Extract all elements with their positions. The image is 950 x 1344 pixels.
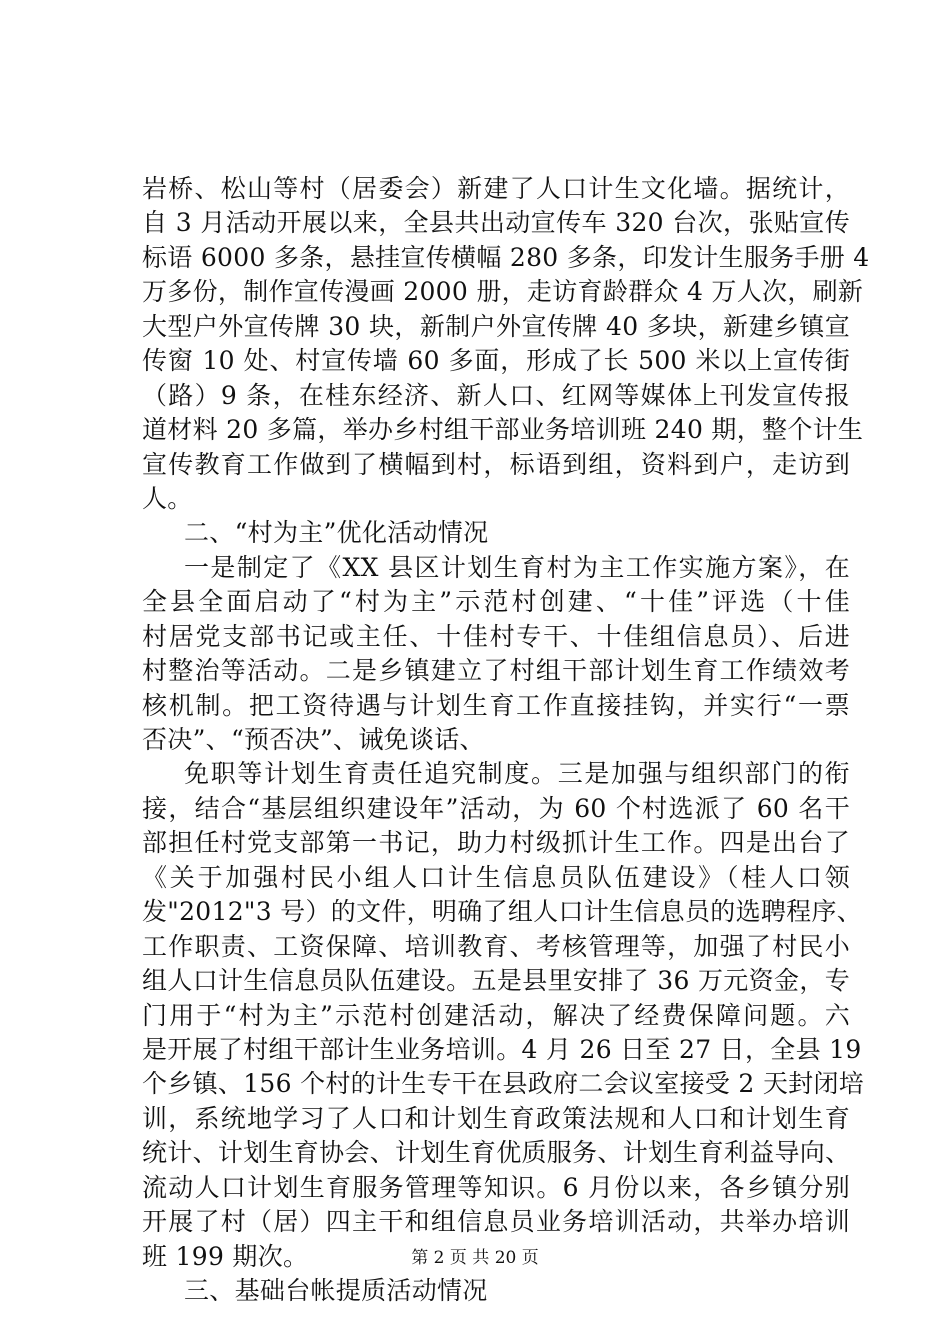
text-line: 核机制。把工资待遇与计划生育工作直接挂钩，并实行“一票 — [142, 690, 850, 720]
text-line: 道材料 20 多篇，举办乡村组干部业务培训班 240 期，整个计生 — [142, 415, 864, 445]
section-heading: 二、“村为主”优化活动情况 — [184, 518, 489, 548]
text-line: 大型户外宣传牌 30 块，新制户外宣传牌 40 多块，新建乡镇宣 — [142, 311, 850, 341]
page-footer: 第 2 页 共 20 页 — [411, 1248, 539, 1268]
text-line: 人。 — [142, 483, 193, 513]
text-line: 训，系统地学习了人口和计划生育政策法规和人口和计划生育 — [142, 1103, 850, 1133]
text-line: 免职等计划生育责任追究制度。三是加强与组织部门的衔 — [184, 759, 850, 789]
text-line: 个乡镇、156 个村的计生专干在县政府二会议室接受 2 天封闭培 — [142, 1069, 865, 1099]
text-line: 标语 6000 多条，悬挂宣传横幅 280 多条，印发计生服务手册 4 — [142, 242, 870, 272]
text-line: 接，结合“基层组织建设年”活动，为 60 个村选派了 60 名干 — [142, 793, 850, 823]
text-line: 宣传教育工作做到了横幅到村，标语到组，资料到户，走访到 — [142, 449, 850, 479]
text-line: 组人口计生信息员队伍建设。五是县里安排了 36 万元资金，专 — [142, 966, 850, 996]
text-line: 统计、计划生育协会、计划生育优质服务、计划生育利益导向、 — [142, 1138, 851, 1168]
text-line: 部担任村党支部第一书记，助力村级抓计生工作。四是出台了 — [142, 828, 850, 858]
text-line: （路）9 条，在桂东经济、新人口、红网等媒体上刊发宣传报 — [142, 380, 850, 410]
text-line: 开展了村（居）四主干和组信息员业务培训活动，共举办培训 — [142, 1207, 850, 1237]
text-line: 一是制定了《XX 县区计划生育村为主工作实施方案》，在 — [184, 552, 850, 582]
text-line: 是开展了村组干部计生业务培训。4 月 26 日至 27 日，全县 19 — [142, 1034, 862, 1064]
text-line: 工作职责、工资保障、培训教育、考核管理等，加强了村民小 — [142, 931, 850, 961]
text-line: 否决”、“预否决”、诫免谈话、 — [142, 725, 485, 754]
text-line: 门用于“村为主”示范村创建活动，解决了经费保障问题。六 — [142, 1000, 850, 1030]
section-heading: 三、基础台帐提质活动情况 — [184, 1276, 488, 1305]
document-body — [142, 172, 870, 1308]
text-line: 传窗 10 处、村宣传墙 60 多面，形成了长 500 米以上宣传街 — [142, 346, 850, 376]
text-line: 万多份，制作宣传漫画 2000 册，走访育龄群众 4 万人次，刷新 — [142, 277, 864, 307]
text-line: 村居党支部书记或主任、十佳村专干、十佳组信息员）、后进 — [142, 621, 850, 651]
text-line: 岩桥、松山等村（居委会）新建了人口计生文化墙。据统计， — [142, 174, 850, 203]
text-line: 流动人口计划生育服务管理等知识。6 月份以来，各乡镇分别 — [142, 1172, 850, 1202]
text-line: 《关于加强村民小组人口计生信息员队伍建设》（桂人口领 — [142, 862, 850, 892]
text-line: 发"2012"3 号）的文件，明确了组人口计生信息员的选聘程序、 — [142, 897, 863, 927]
text-line: 自 3 月活动开展以来，全县共出动宣传车 320 台次，张贴宣传 — [142, 208, 850, 238]
text-line: 班 199 期次。 — [142, 1241, 309, 1271]
text-line: 全县全面启动了“村为主”示范村创建、“十佳”评选（十佳 — [142, 587, 850, 617]
text-line: 村整治等活动。二是乡镇建立了村组干部计划生育工作绩效考 — [142, 656, 850, 686]
